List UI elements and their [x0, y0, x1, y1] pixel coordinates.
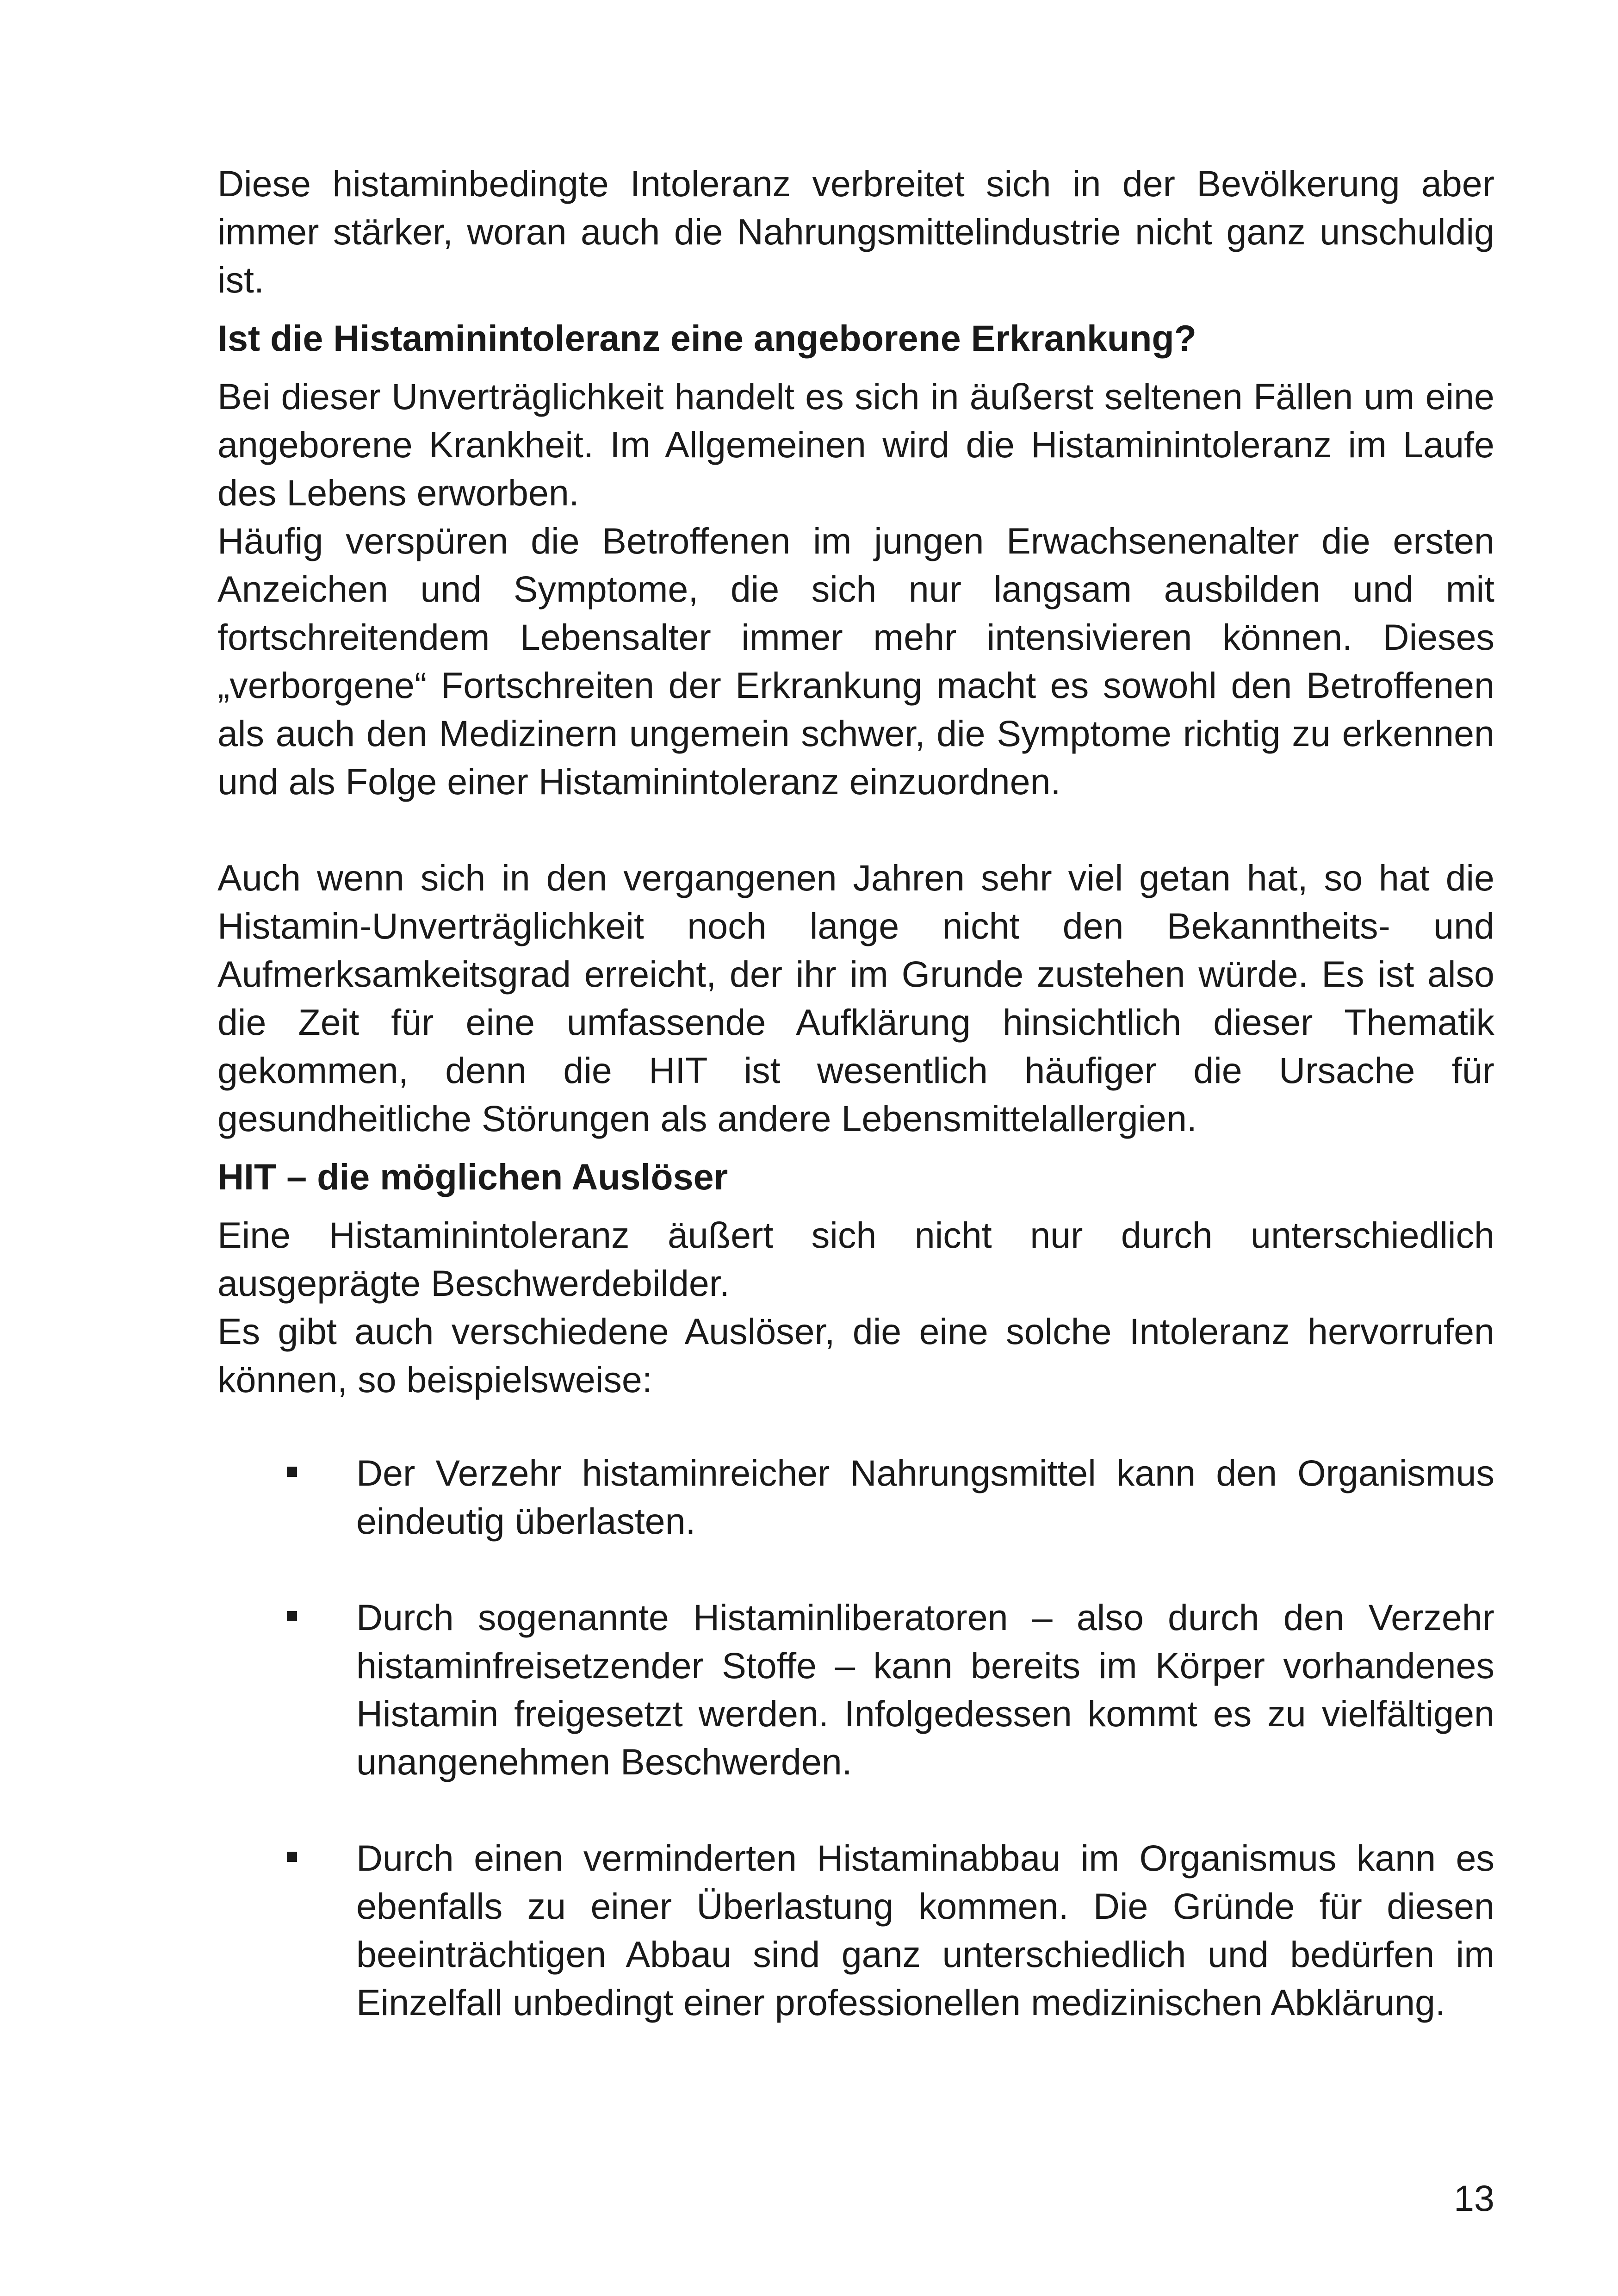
- page-content: [217, 160, 1494, 2027]
- list-item: [217, 1449, 1494, 1545]
- spacer: [217, 304, 1494, 314]
- paragraph-congenital-1: Bei dieser Unverträglichkeit handelt es sich in äußerst seltenen Fällen um eine angeborene Krankheit. Im Allgemeinen wird die Histaminintoleranz im Laufe des Lebens erworben.: [217, 376, 1494, 513]
- spacer: [217, 1143, 1494, 1153]
- square-bullet-icon: [287, 1852, 297, 1862]
- paragraph-triggers-2: Es gibt auch verschiedene Auslöser, die eine solche Intoleranz hervorrufen können, so beispielsweise:: [217, 1311, 1494, 1400]
- list-item: [217, 1834, 1494, 2027]
- section-heading-triggers: HIT – die möglichen Auslöser: [217, 1156, 728, 1197]
- spacer: [217, 806, 1494, 854]
- list-item: [217, 1593, 1494, 1786]
- list-item-text: Der Verzehr histaminreicher Nahrungsmittel kann den Organismus eindeutig überlasten.: [356, 1452, 1494, 1542]
- intro-paragraph: Diese histaminbedingte Intoleranz verbreitet sich in der Bevölkerung aber immer stärker, woran auch die Nahrungsmittelindustrie nicht ganz unschuldig ist.: [217, 163, 1494, 300]
- spacer: [217, 1404, 1494, 1449]
- paragraph-congenital-2: Häufig verspüren die Betroffenen im jungen Erwachsenenalter die ersten Anzeichen und Symptome, die sich nur langsam ausbilden und mit fortschreitendem Lebensalter immer mehr intensivieren können. Dieses „verborgene“ Fortschreiten der Erkrankung macht es sowohl den Betroffenen als auch den Medizinern ungemein schwer, die Symptome richtig zu erkennen und als Folge einer Histaminintoleranz einzuordnen.: [217, 520, 1494, 802]
- page-number: 13: [1454, 2178, 1494, 2219]
- square-bullet-icon: [287, 1611, 297, 1621]
- paragraph-triggers-1: Eine Histaminintoleranz äußert sich nicht nur durch unterschiedlich ausgeprägte Beschwerdebilder.: [217, 1214, 1494, 1304]
- square-bullet-icon: [287, 1467, 297, 1477]
- trigger-list: [217, 1449, 1494, 2027]
- paragraph-awareness: Auch wenn sich in den vergangenen Jahren sehr viel getan hat, so hat die Histamin-Unverträglichkeit noch lange nicht den Bekanntheits- und Aufmerksamkeitsgrad erreicht, der ihr im Grunde zustehen würde. Es ist also die Zeit für eine umfassende Aufklärung hinsichtlich dieser Thematik gekommen, denn die HIT ist wesentlich häufiger die Ursache für gesundheitliche Störungen als andere Lebensmittelallergien.: [217, 857, 1494, 1139]
- spacer: [217, 362, 1494, 373]
- list-item-text: Durch einen verminderten Histaminabbau im Organismus kann es ebenfalls zu einer Überlastung kommen. Die Gründe für diesen beeinträchtigen Abbau sind ganz unterschiedlich und bedürfen im Einzelfall unbedingt einer professionellen medizinischen Abklärung.: [356, 1837, 1494, 2023]
- section-heading-congenital: Ist die Histaminintoleranz eine angeborene Erkrankung?: [217, 317, 1196, 359]
- spacer: [217, 1201, 1494, 1211]
- list-item-text: Durch sogenannte Histaminliberatoren – also durch den Verzehr histaminfreisetzender Stoffe – kann bereits im Körper vorhandenes Histamin freigesetzt werden. Infolgedessen kommt es zu vielfältigen unangenehmen Beschwerden.: [356, 1597, 1494, 1782]
